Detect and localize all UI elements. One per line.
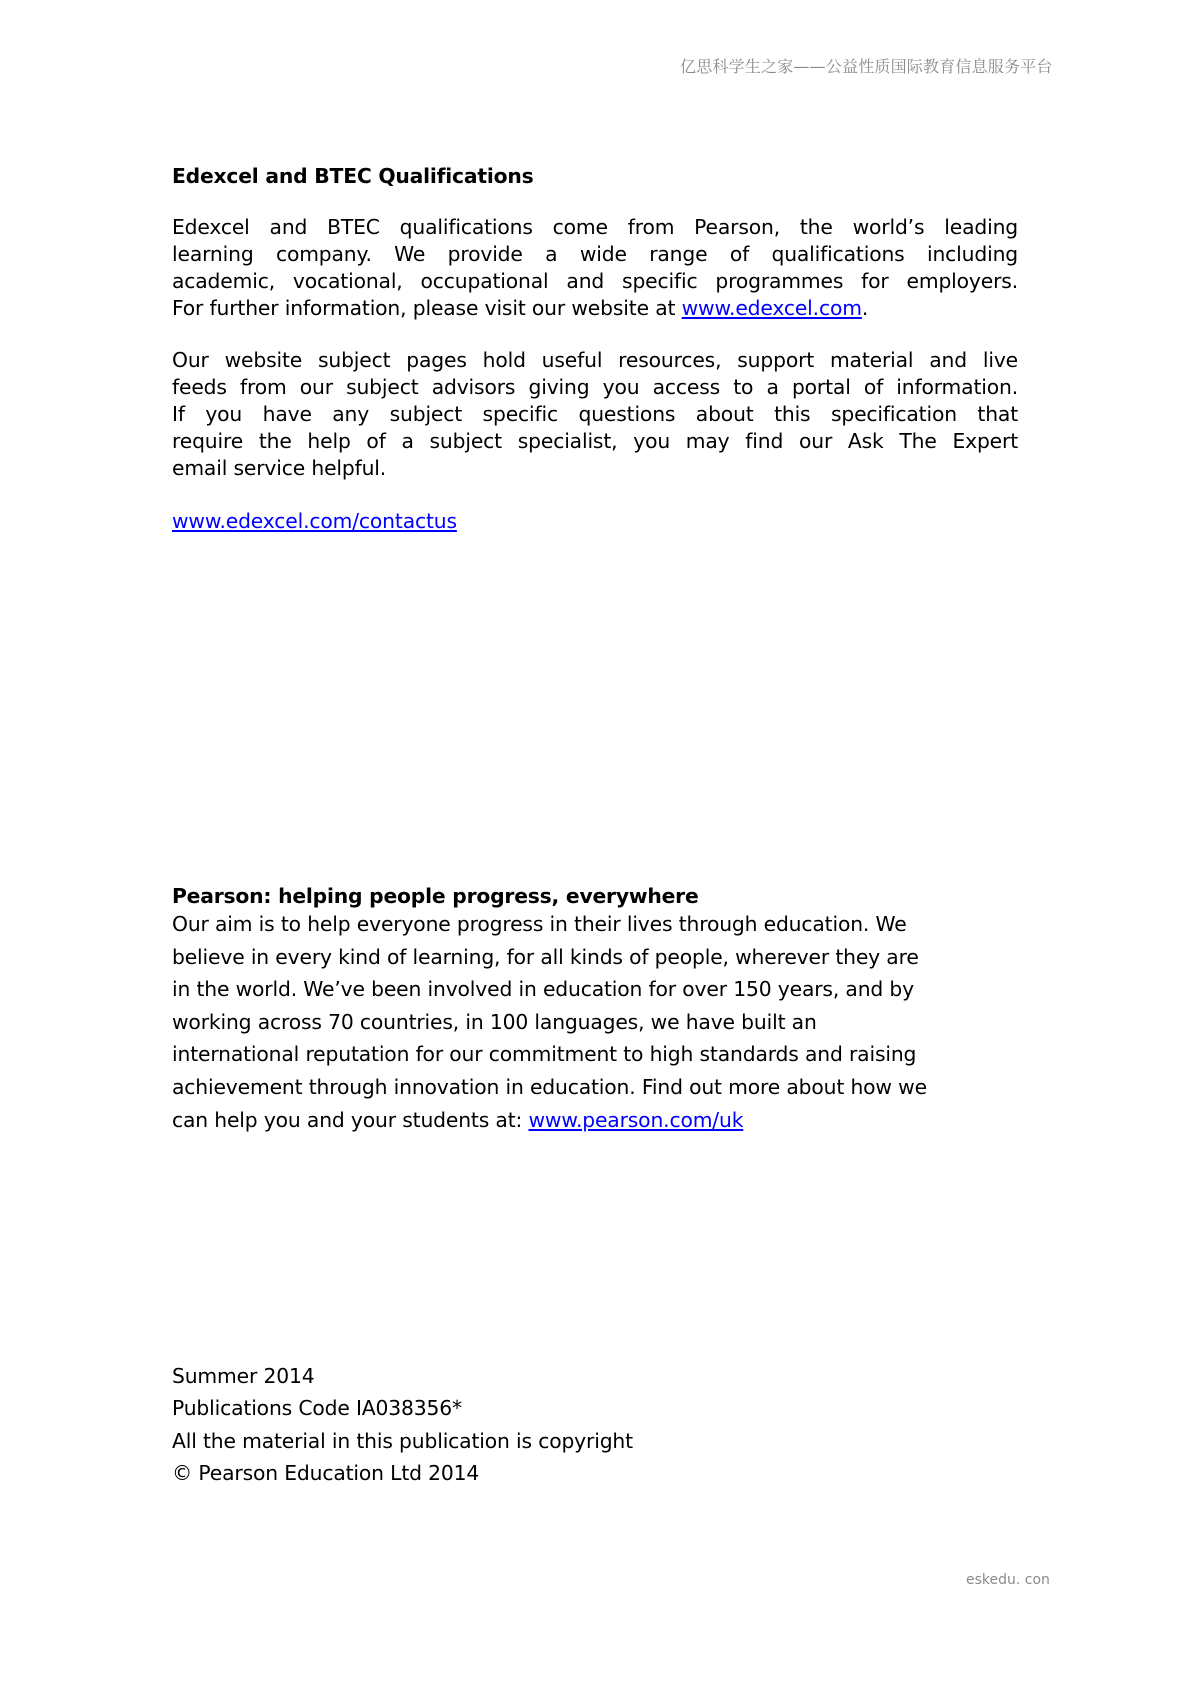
paragraph-line: feeds from our subject advisors giving you access to a portal of information. (172, 375, 1018, 399)
pearson-line (172, 1104, 1018, 1137)
pearson-line: achievement through innovation in education. Find out more about how we (172, 1074, 927, 1099)
paragraph-line: Our website subject pages hold useful resources, support material and live (172, 348, 1018, 372)
pearson-line: in the world. We’ve been involved in education for over 150 years, and by (172, 977, 915, 1002)
paragraph-text: For further information, please visit our website at (172, 296, 682, 320)
paragraph-line: academic, vocational, occupational and specific programmes for employers. (172, 269, 1018, 293)
pearson-section (172, 884, 1018, 1136)
paragraph-line: learning company. We provide a wide range of qualifications including (172, 242, 1018, 266)
pearson-text: can help you and your students at: (172, 1107, 529, 1132)
pearson-line: Our aim is to help everyone progress in their lives through education. We (172, 912, 907, 936)
qualifications-heading: Edexcel and BTEC Qualifications (172, 164, 534, 188)
pearson-line: working across 70 countries, in 100 languages, we have built an (172, 1009, 817, 1034)
paragraph-line: require the help of a subject specialist, you may find our Ask The Expert (172, 429, 1018, 453)
pearson-line: believe in every kind of learning, for all kinds of people, wherever they are (172, 944, 919, 969)
paragraph-line: email service helpful. (172, 456, 387, 480)
paragraph-line: If you have any subject specific questions about this specification that (172, 402, 1018, 426)
publication-info (172, 1360, 1018, 1490)
pearson-heading: Pearson: helping people progress, everywhere (172, 884, 699, 908)
copyright-notice: All the material in this publication is copyright (172, 1428, 633, 1453)
pearson-line: international reputation for our commitment to high standards and raising (172, 1042, 917, 1067)
paragraph-text: . (861, 296, 869, 320)
edexcel-website-link[interactable]: www.edexcel.com (681, 296, 862, 320)
pearson-website-link[interactable]: www.pearson.com/uk (528, 1107, 744, 1132)
publication-date: Summer 2014 (172, 1364, 315, 1388)
qualifications-paragraph-2 (172, 347, 1018, 482)
contact-link-row (172, 508, 1018, 535)
site-watermark-footer: eskedu. con (966, 1572, 1050, 1588)
site-watermark-header: 亿思科学生之家——公益性质国际教育信息服务平台 (680, 57, 1053, 76)
paragraph-line: Edexcel and BTEC qualifications come from Pearson, the world’s leading (172, 215, 1018, 239)
qualifications-paragraph-1 (172, 214, 1018, 322)
copyright-holder: © Pearson Education Ltd 2014 (172, 1461, 480, 1486)
paragraph-line (172, 295, 1018, 322)
publication-code: Publications Code IA038356* (172, 1396, 463, 1421)
contact-us-link[interactable]: www.edexcel.com/contactus (172, 509, 457, 533)
